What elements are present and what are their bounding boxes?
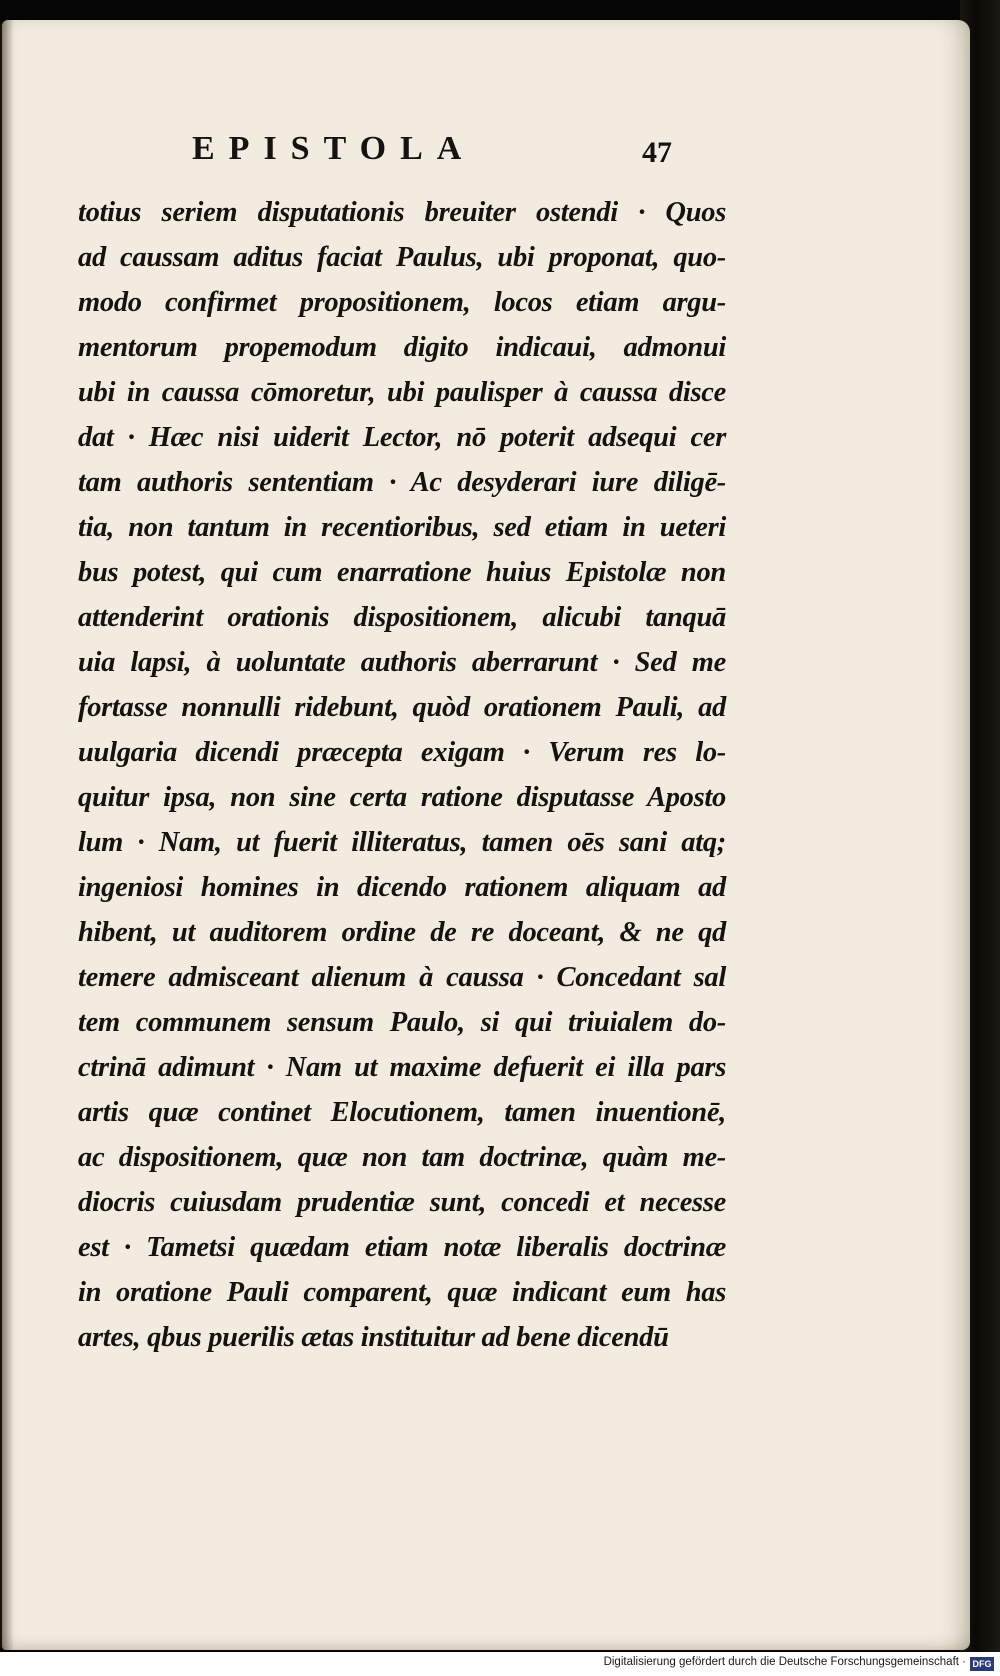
text-line: dat · Hæc nisi uiderit Lector, nō poterit adsequi cer [78,422,726,453]
text-line: ac dispositionem, quæ non tam doctrinæ, quàm me- [78,1142,726,1173]
text-line: mentorum propemodum digito indicaui, admonui [78,332,726,363]
text-line: tem communem sensum Paulo, si qui triuialem do- [78,1007,726,1038]
text-line: est · Tametsi quædam etiam notæ liberalis doctrinæ [78,1232,726,1263]
text-line: ubi in caussa cōmoretur, ubi paulisper à caussa disce [78,377,726,408]
body-text [78,190,726,1360]
text-line: attenderint orationis dispositionem, alicubi tanquā [78,602,726,633]
text-line: lum · Nam, ut fuerit illiteratus, tamen oēs sani atq; [78,827,726,858]
text-line: bus potest, qui cum enarratione huius Epistolæ non [78,557,726,588]
funding-credit: Digitalisierung gefördert durch die Deutsche Forschungsgemeinschaft · [603,1656,966,1668]
text-line: hibent, ut auditorem ordine de re doceant, & ne qd [78,917,726,948]
running-title: EPISTOLA [192,130,476,167]
text-line: in oratione Pauli comparent, quæ indicant eum has [78,1277,726,1308]
text-line: diocris cuiusdam prudentiæ sunt, concedi et necesse [78,1187,726,1218]
text-line: artes, qbus puerilis ætas instituitur ad bene dicendū [78,1322,669,1353]
text-line: uia lapsi, à uoluntate authoris aberrarunt · Sed me [78,647,726,678]
digitization-footer [0,1652,1000,1676]
text-line: totius seriem disputationis breuiter ostendi · Quos [78,197,726,228]
text-line: tia, non tantum in recentioribus, sed etiam in ueteri [78,512,726,543]
gutter-shadow [0,20,14,1650]
text-line: artis quæ continet Elocutionem, tamen inuentionē, [78,1097,726,1128]
text-line: uulgaria dicendi præcepta exigam · Verum res lo- [78,737,726,768]
page-number: 47 [642,136,672,169]
dfg-logo: DFG [970,1657,994,1671]
text-line: temere admisceant alienum à caussa · Concedant sal [78,962,726,993]
text-line: modo confirmet propositionem, locos etiam argu- [78,287,726,318]
text-line: fortasse nonnulli ridebunt, quòd orationem Pauli, ad [78,692,726,723]
book-page [2,20,970,1650]
page-header [2,130,970,174]
text-line: ingeniosi homines in dicendo rationem aliquam ad [78,872,726,903]
text-line: ad caussam aditus faciat Paulus, ubi proponat, quo- [78,242,726,273]
text-line: ctrinā adimunt · Nam ut maxime defuerit ei illa pars [78,1052,726,1083]
text-line: quitur ipsa, non sine certa ratione disputasse Aposto [78,782,726,813]
text-line: tam authoris sententiam · Ac desyderari iure diligē- [78,467,726,498]
